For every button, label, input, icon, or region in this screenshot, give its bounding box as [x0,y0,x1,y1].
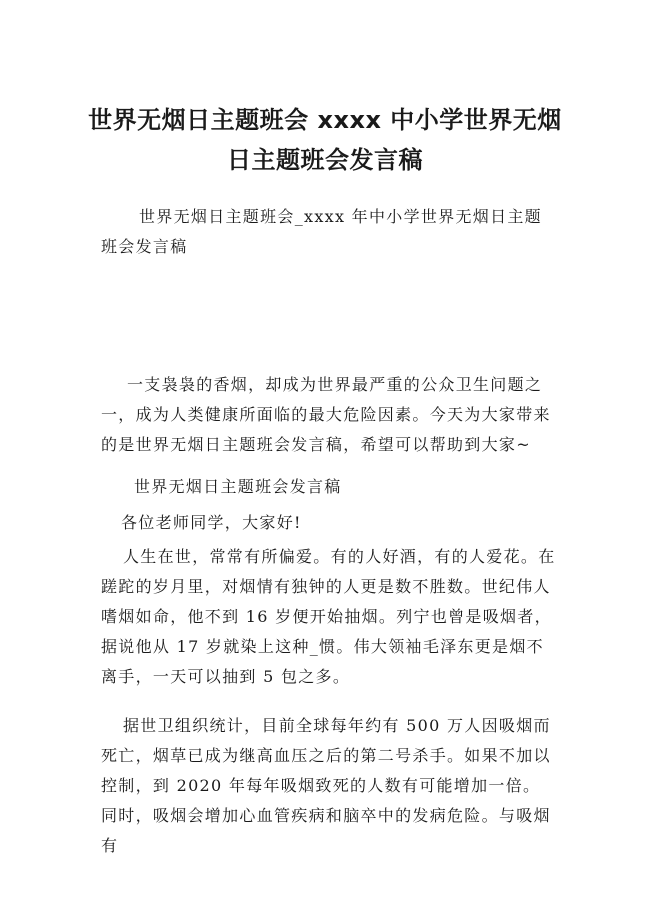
body-paragraph: 据世卫组织统计，目前全球每年约有 500 万人因吸烟而死亡，烟草已成为继高血压之后的第二号杀手。如果不加以控制，到 2020 年每年吸烟致死的人数有可能增加一倍。同时，吸烟会增加心血管疾病和脑卒中的发病危险。与吸烟有 [101,716,551,855]
document-subtitle: 世界无烟日主题班会_xxxx 年中小学世界无烟日主题班会发言稿 [101,207,542,256]
intro-paragraph: 一支袅袅的香烟，却成为世界最严重的公众卫生问题之一，成为人类健康所面临的最大危险因素。今天为大家带来的是世界无烟日主题班会发言稿，希望可以帮助到大家~ [101,375,551,454]
document-title [70,100,580,180]
title-line-1: 世界无烟日主题班会 xxxx 中小学世界无烟 [88,106,562,134]
speech-heading: 世界无烟日主题班会发言稿 [134,477,342,496]
body-paragraph: 人生在世，常常有所偏爱。有的人好酒，有的人爱花。在蹉跎的岁月里，对烟情有独钟的人更是数不胜数。世纪伟人嗜烟如命，他不到 16 岁便开始抽烟。列宁也曾是吸烟者，据说他从 17 岁就染上这种_惯。伟大领袖毛泽东更是烟不离手，一天可以抽到 5 包之多。 [101,547,556,686]
greeting-paragraph: 各位老师同学，大家好! [121,513,302,532]
title-line-2: 日主题班会发言稿 [227,146,423,174]
